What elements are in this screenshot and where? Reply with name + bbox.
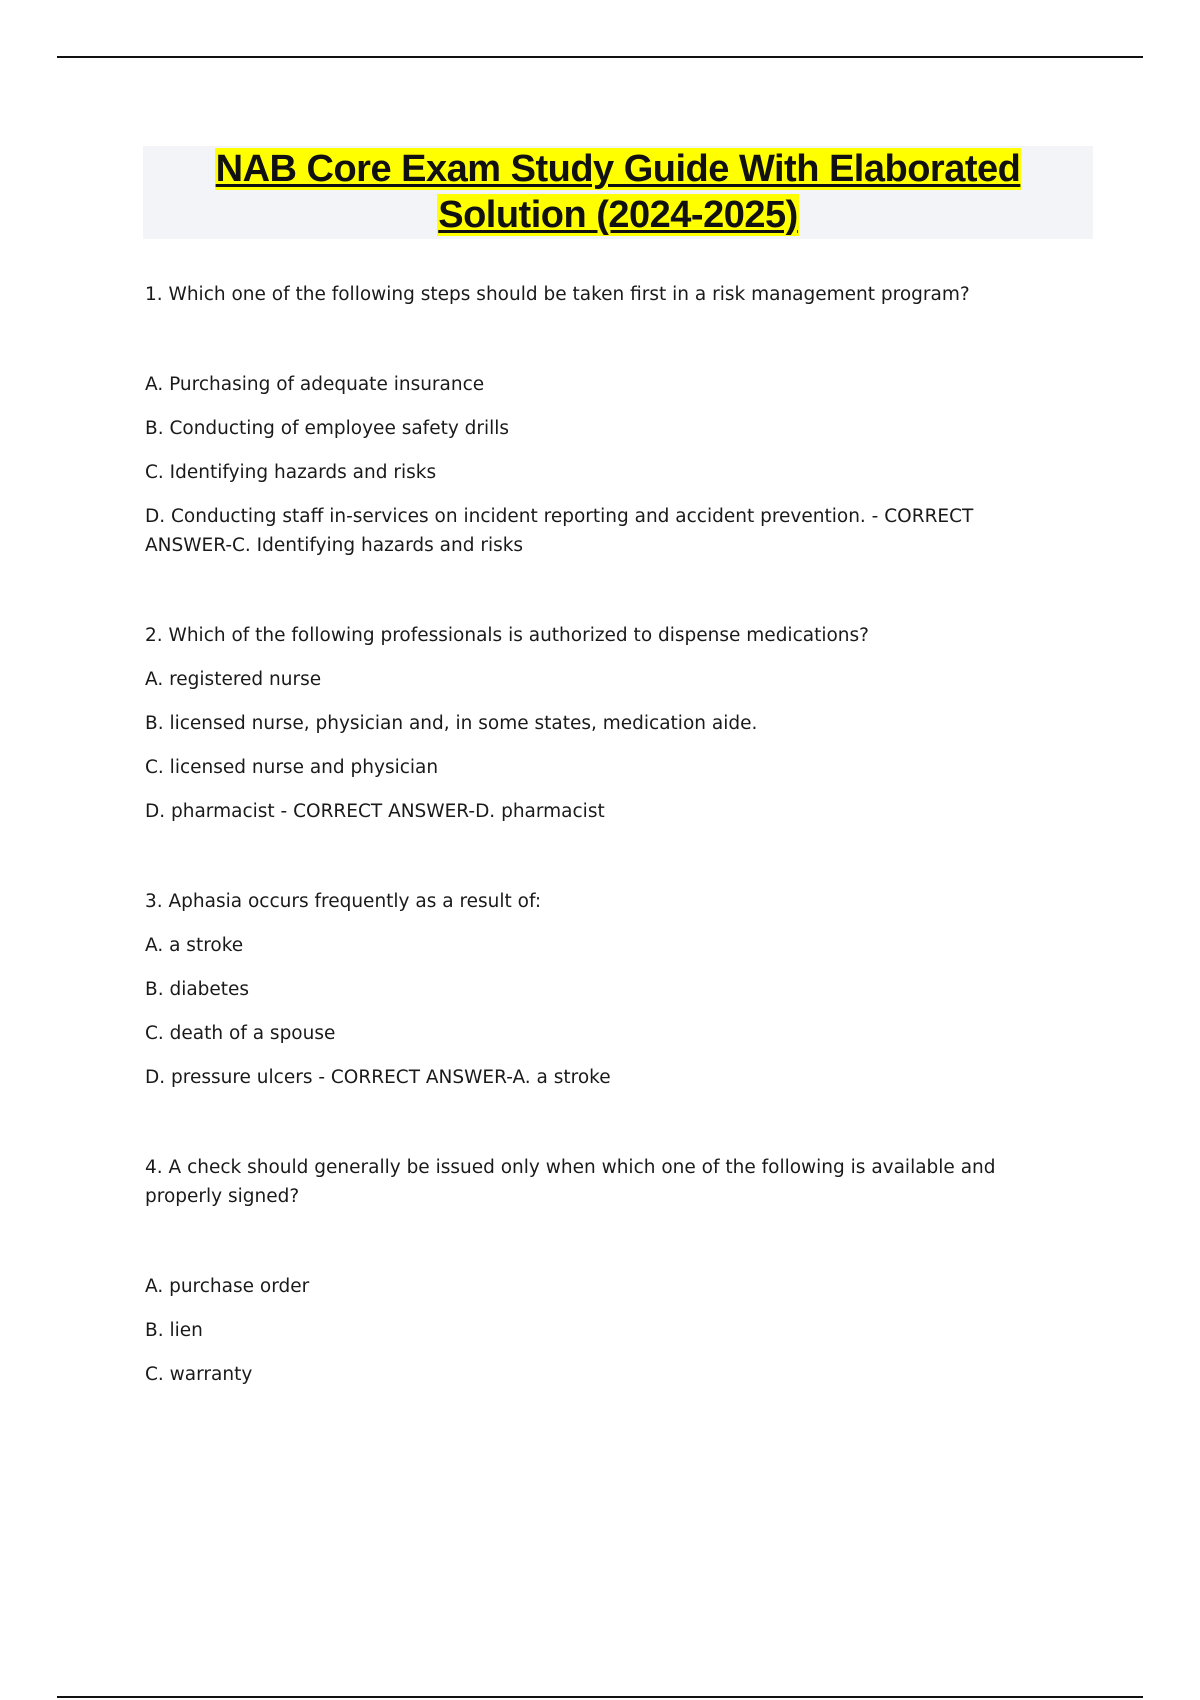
title-line-1-text: NAB Core Exam Study Guide With Elaborated <box>215 148 1021 190</box>
question-4-option-b: B. lien <box>145 1320 203 1341</box>
question-1-option-a: A. Purchasing of adequate insurance <box>145 374 485 395</box>
question-3-option-a: A. a stroke <box>145 935 244 956</box>
title-line-1 <box>143 146 1093 192</box>
question-2-option-b: B. licensed nurse, physician and, in some states, medication aide. <box>145 713 758 734</box>
question-3-option-d: D. pressure ulcers - CORRECT ANSWER-A. a stroke <box>145 1067 611 1088</box>
question-1-text: 1. Which one of the following steps should be taken first in a risk management program? <box>145 284 970 305</box>
question-2-option-c: C. licensed nurse and physician <box>145 757 439 778</box>
question-1-option-d: D. Conducting staff in-services on incident reporting and accident prevention. - CORRECT ANSWER-C. Identifying hazards and risks <box>145 506 974 556</box>
question-2-option-a: A. registered nurse <box>145 669 322 690</box>
question-4-text: 4. A check should generally be issued only when which one of the following is available and properly signed? <box>145 1157 996 1207</box>
question-2-option-d: D. pharmacist - CORRECT ANSWER-D. pharmacist <box>145 801 605 822</box>
question-3-option-b: B. diabetes <box>145 979 250 1000</box>
question-2-text: 2. Which of the following professionals is authorized to dispense medications? <box>145 625 869 646</box>
title-line-2 <box>143 192 1093 238</box>
header-rule <box>57 56 1143 58</box>
question-1-option-c: C. Identifying hazards and risks <box>145 462 437 483</box>
question-4-option-a: A. purchase order <box>145 1276 310 1297</box>
question-3-option-c: C. death of a spouse <box>145 1023 336 1044</box>
question-list <box>145 280 1065 1389</box>
question-1-option-b: B. Conducting of employee safety drills <box>145 418 510 439</box>
title-block <box>143 146 1093 239</box>
question-4-option-c: C. warranty <box>145 1364 253 1385</box>
footer-rule <box>57 1696 1143 1698</box>
question-3-text: 3. Aphasia occurs frequently as a result of: <box>145 891 542 912</box>
title-line-2-text: Solution (2024-2025) <box>438 194 798 236</box>
